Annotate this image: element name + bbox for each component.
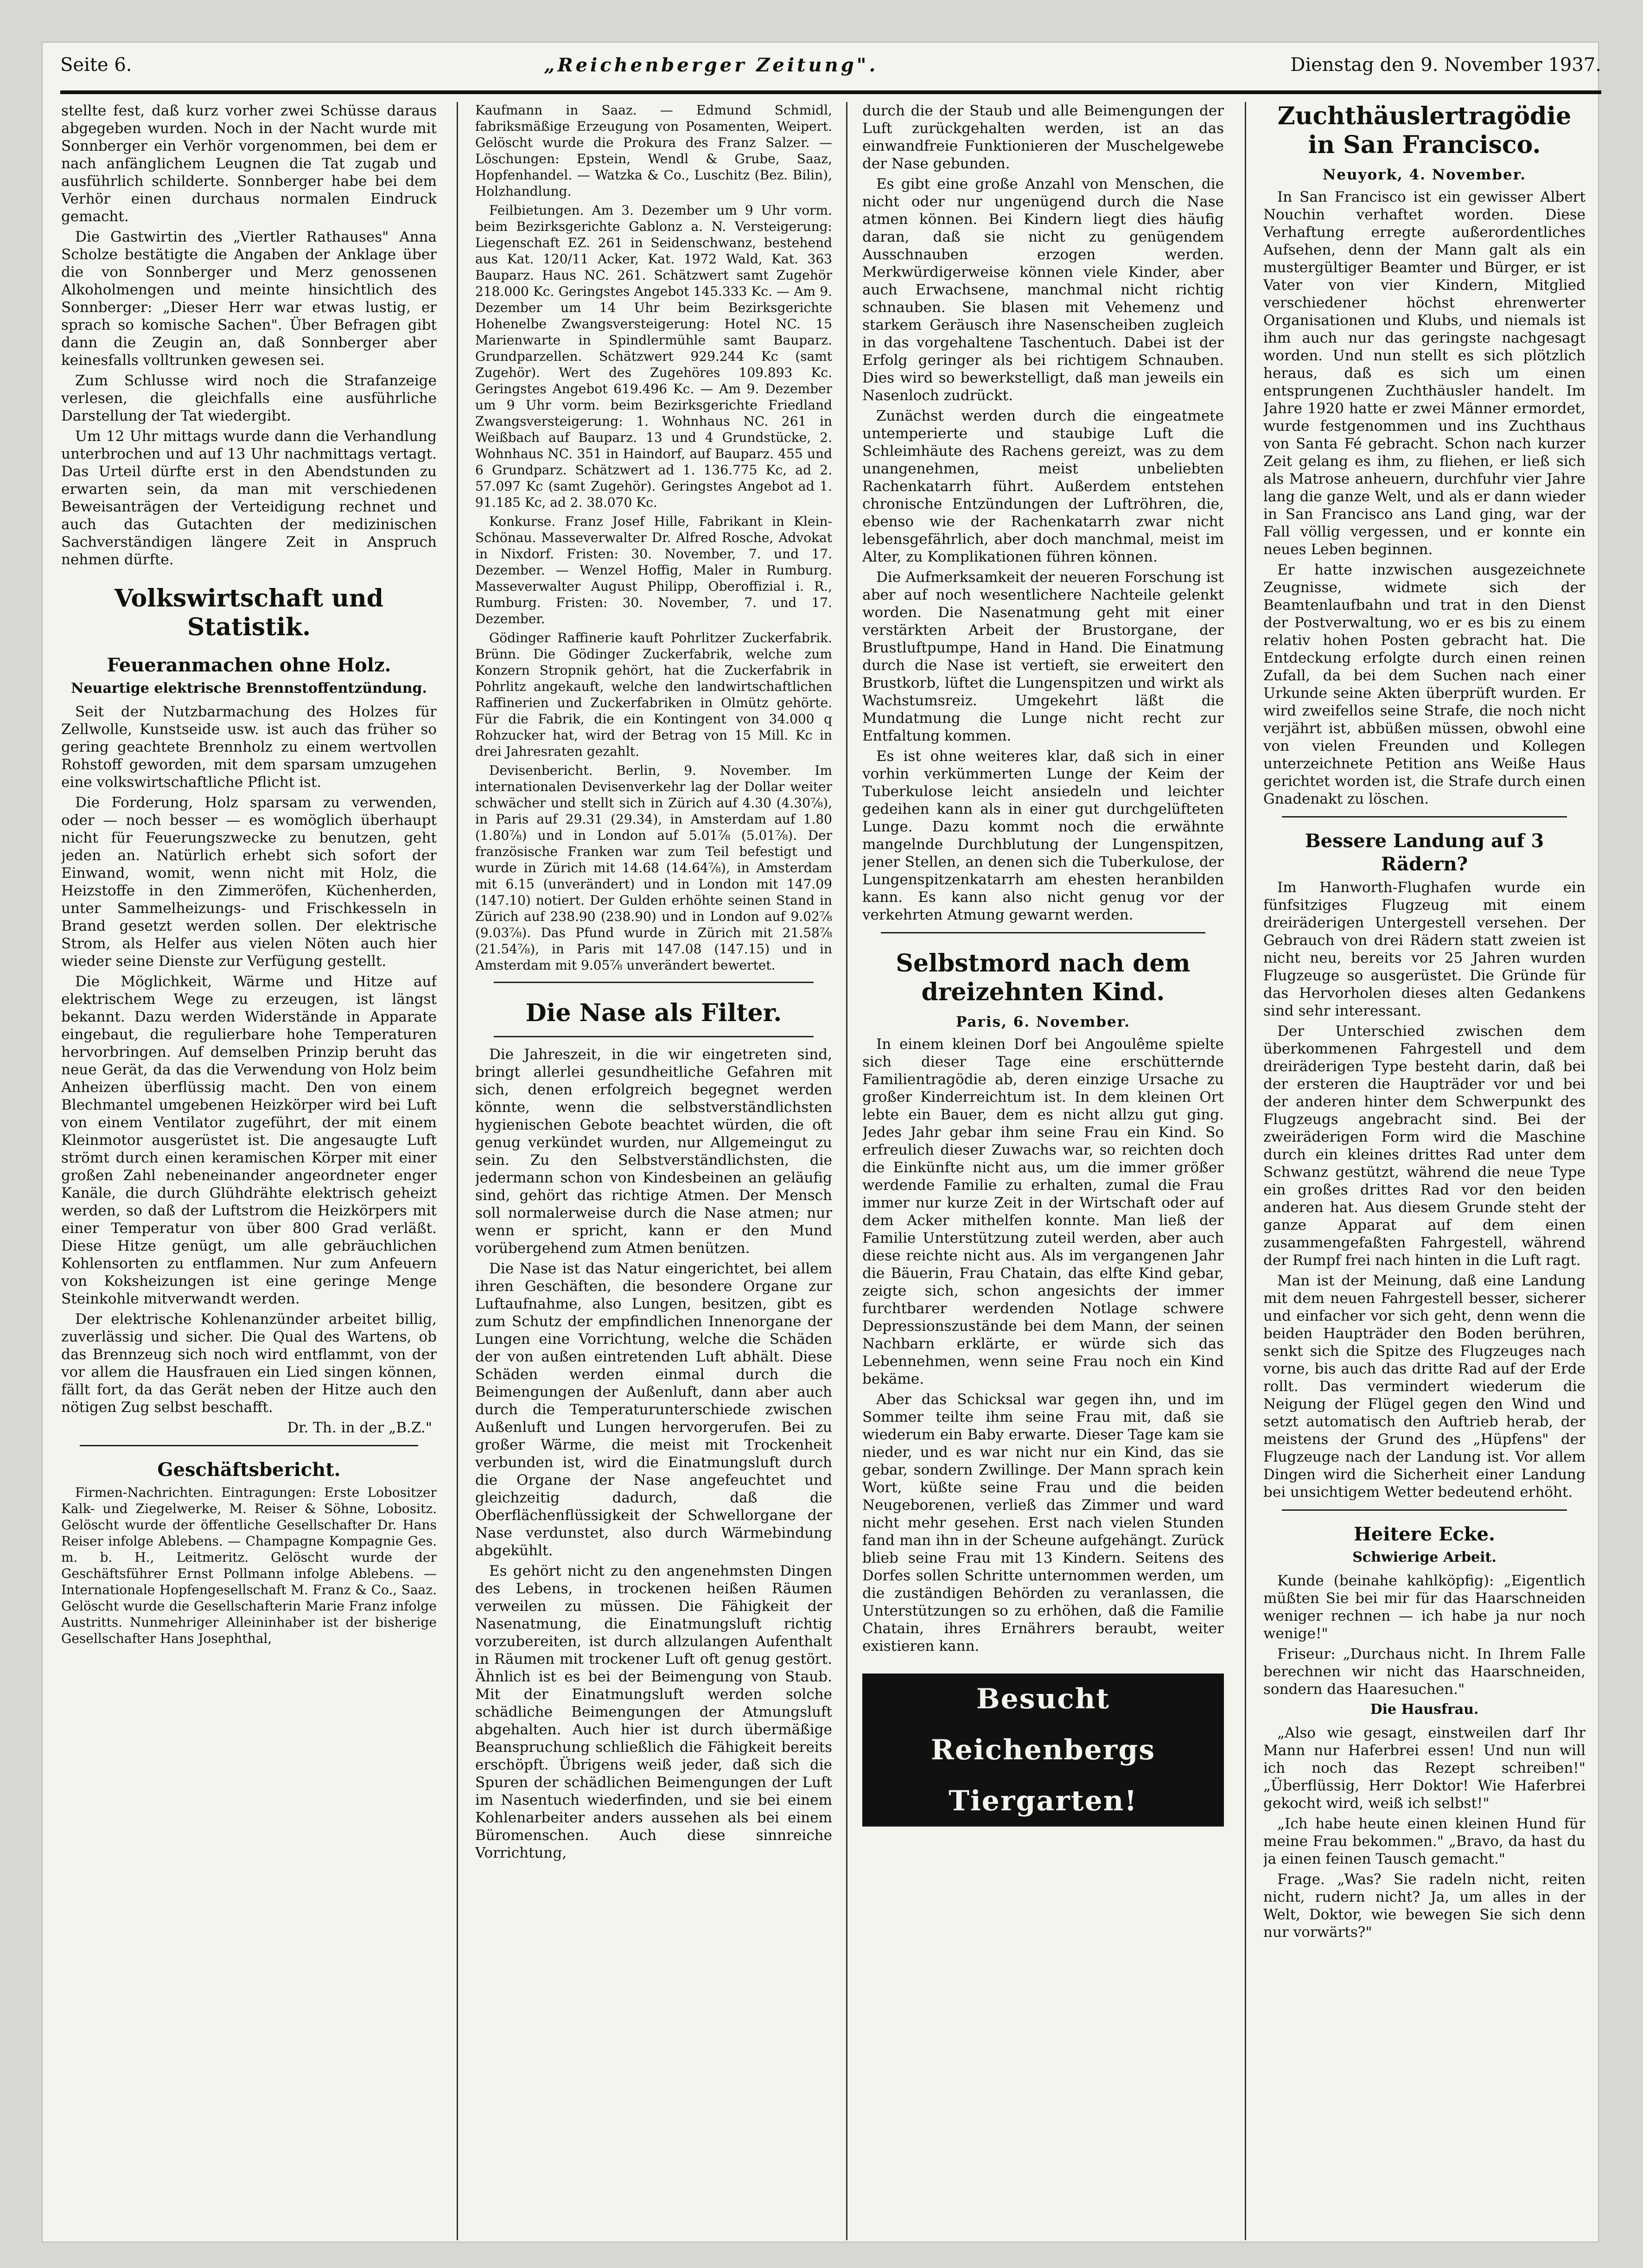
article-paragraph: Die Möglichkeit, Wärme und Hitze auf elektrischem Wege zu erzeugen, ist längst bekannt. Dazu werden Widerstände in Apparate eingebaut, die regulierbare hohe Temperaturen hervorbringen. Auf demselben Prinzip beruht das neue Gerät, da das die Verwendung von Holz beim Anheizen überflüssig macht. Den von einem Blechmantel umgebenen Heizkörper wird bei Luft von einem Ventilator zugeführt, der mit einem Kleinmotor ausgerüstet ist. Die angesaugte Luft strömt durch einen keramischen Körper mit einer großen Zahl nebeneinander angeordneter enger Kanäle, die durch Glühdrähte elektrisch geheizt werden, so daß der Luftstrom die Heizkörpers mit einer Temperatur von über 800 Grad verläßt. Diese Hitze genügt, um alle gebräuchlichen Kohlensorten zu entflammen. Nur zum Anfeuern von Koksheizungen ist eine geringe Menge Steinkohle mitverwandt werden. xyxy=(61,973,437,1307)
article-paragraph: Die Forderung, Holz sparsam zu verwenden, oder — noch besser — es womöglich überhaupt nicht für Feuerungszwecke zu benutzen, geht jeden an. Natürlich erhebt sich sofort der Einwand, womit, wenn nicht mit Holz, die Heizstoffe in den Zimmeröfen, Küchenherden, unter Sammelheizungs- und Frischkesseln in Brand gesetzt werden sollen. Der elektrische Strom, als Helfer aus vielen Nöten auch hier wieder seine Dienste zur Verfügung gestellt. xyxy=(61,794,437,970)
section-heading-heitere-ecke: Heitere Ecke. xyxy=(1354,1523,1495,1545)
article-paragraph: Seit der Nutzbarmachung des Holzes für Zellwolle, Kunstseide usw. ist auch das früher so gering geachtete Brennholz zu einem wertvollen Rohstoff geworden, mit dem sparsam umzugehen eine volkswirtschaftliche Pflicht ist. xyxy=(61,703,437,791)
article-dateline: Neuyork, 4. November. xyxy=(1322,166,1527,183)
article-paragraph: Um 12 Uhr mittags wurde dann die Verhandlung unterbrochen und auf 13 Uhr nachmittags vertagt. Das Urteil dürfte erst in den Abendstunden zu erwarten sein, da man mit verschiedenen Beweisanträgen der Verteidigung rechnet und auch das Gutachten der medizinischen Sachverständigen längere Zeit in Anspruch nehmen dürfte. xyxy=(61,428,437,568)
article-paragraph: Gödinger Raffinerie kauft Pohrlitzer Zuckerfabrik. Brünn. Die Gödinger Zuckerfabrik, welche zum Konzern Stropnik gehört, hat die Zuckerfabrik in Pohrlitz angekauft, welche den landwirtschaftlichen Raffinerien und Zuckerfabriken in Olmütz gehörte. Für die Fabrik, die ein Kontingent von 34.000 q Rohzucker hat, wird der Betrag von 15 Mill. Kc in drei Jahresraten gezahlt. xyxy=(475,630,832,759)
joke-title: Schwierige Arbeit. xyxy=(1352,1549,1497,1565)
masthead-title: „Reichenberger Zeitung". xyxy=(544,54,879,76)
article-dateline: Paris, 6. November. xyxy=(955,1014,1131,1030)
article-paragraph: Es ist ohne weiteres klar, daß sich in einer vorhin verkümmerten Lunge der Keim der Tuberkulose leicht ansiedeln und leichter gedeihen kann als in einer gut durchgelüfteten Lunge. Dazu kommt noch die erwähnte mangelnde Durchblutung der Lungenspitzen, jener Stellen, an denen sich die Tuberkulose, der Lungenspitzenkatarrh am ehesten heranbilden kann. Es kann also nicht genug vor der verkehrten Atmung gewarnt werden. xyxy=(862,748,1224,923)
article-headline-selbstmord: Selbstmord nach dem dreizehnten Kind. xyxy=(896,949,1191,1006)
article-paragraph: Der elektrische Kohlenanzünder arbeitet billig, zuverlässig und sicher. Die Qual des Wartens, ob das Brennzeug sich noch wird entflammt, von der vor allem die Hausfrauen ein Lied singen können, fällt fort, da das Gerät neben der Hitze auch den nötigen Zug selbst beschafft. xyxy=(61,1311,437,1416)
article-paragraph: Devisenbericht. Berlin, 9. November. Im internationalen Devisenverkehr lag der Dollar weiter schwächer und stellt sich in Zürich auf 4.30 (4.30⅞), in Paris auf 29.31 (29.34), in Amsterdam auf 1.80 (1.80⅞) und in London auf 5.01⅞ (5.01⅞). Der französische Franken war zum Teil befestigt und wurde in Zürich mit 14.68 (14.64⅞), in Amsterdam mit 6.15 (unverändert) und in London mit 147.09 (147.10) notiert. Der Gulden erhöhte seinen Stand in Zürich auf 238.90 (238.90) und in London auf 9.02⅞ (9.03⅞). Das Pfund wurde in Zürich mit 21.58⅞ (21.54⅞), in Paris mit 147.08 (147.15) und in Amsterdam mit 9.05⅞ unverändert bewertet. xyxy=(475,763,832,973)
advertisement-banner: Besucht Reichenbergs Tiergarten! xyxy=(862,1674,1224,1827)
issue-date: Dienstag den 9. November 1937. xyxy=(1290,54,1601,76)
article-paragraph: Der Unterschied zwischen dem überkommenen Fahrgestell und dem dreiräderigen Type besteht darin, daß bei der ersteren die Haupträder vor und bei der anderen hinter dem Schwerpunkt des Flugzeugs angebracht sind. Bei der zweiräderigen Form wird die Maschine durch ein kleines drittes Rad unter dem Schwanz gestützt, während die neue Type ein großes drittes Rad vor den beiden anderen hat. Aus diesem Grunde steht der ganze Apparat auf dem einen zusammengefaßten Fahrgestell, während der Rumpf frei nach hinten in die Luft ragt. xyxy=(1263,1023,1586,1269)
joke-text: „Also wie gesagt, einstweilen darf Ihr Mann nur Haferbrei essen! Und nun will ich noch das Rezept schreiben!" „Überflüssig, Herr Doktor! Wie Haferbrei gekocht wird, weiß ich selbst!" xyxy=(1263,1725,1586,1812)
page-number: Seite 6. xyxy=(60,54,132,76)
section-heading-geschaeftsbericht: Geschäftsbericht. xyxy=(157,1459,341,1481)
separator xyxy=(881,932,1205,933)
article-paragraph: Die Gastwirtin des „Viertler Rathauses" Anna Scholze bestätigte die Angaben der Anklage über die von Sonnberger und Merz genossenen Alkoholmengen und meinte hinsichtlich des Sonnberger: „Dieser Herr war etwas lustig, er sprach so komische Sachen". Über Befragen gibt dann die Zeugin an, daß Sonnberger aber keinesfalls volltrunken gewesen sei. xyxy=(61,229,437,369)
article-paragraph: Es gibt eine große Anzahl von Menschen, die nicht oder nur ungenügend durch die Nase atmen können. Bei Kindern liegt dies häufig daran, daß sie nicht zu genügendem Ausschnauben erzogen werden. Merkwürdigerweise können viele Kinder, aber auch Erwachsene, manchmal nicht richtig schnauben. Sie blasen mit Vehemenz und starkem Geräusch ihre Nasenscheiben zugleich in das vorgehaltene Taschentuch. Dabei ist der Erfolg geringer als bei richtigem Schnauben. Dies wird so bewerkstelligt, daß man jeweils ein Nasenloch zudrückt. xyxy=(862,176,1224,404)
article-paragraph: Es gehört nicht zu den angenehmsten Dingen des Lebens, in trockenen heißen Räumen verweilen zu müssen. Die Fähigkeit der Nasenatmung, die Einatmungsluft richtig vorzubereiten, ist durch allzulangen Aufenthalt in Räumen mit trockener Luft oft genug gestört. Ähnlich ist es bei der Beimengung von Staub. Mit der Einatmungsluft werden solche schädliche Beimengungen der Atmungsluft abgehalten. Auch hier ist durch übermäßige Beanspruchung schließlich die Fähigkeit bereits erschöpft. Übrigens weiß jeder, daß sich die Spuren der schädlichen Beimengungen der Luft im Nasentuch wiederfinden, und sie bei einem Kohlenarbeiter anders aussehen als bei einem Büromenschen. Auch diese sinnreiche Vorrichtung, xyxy=(475,1563,832,1861)
article-paragraph: Zum Schlusse wird noch die Strafanzeige verlesen, die gleichfalls eine ausführliche Darstellung der Tat wiedergibt. xyxy=(61,372,437,424)
article-paragraph: Die Nase ist das Natur eingerichtet, bei allem ihren Geschäften, die besondere Organe zur Luftaufnahme, also Lungen, besitzen, gibt es zum Schutz der empfindlichen Innenorgane der Lungen eine Vorrichtung, welche die Schäden der von außen eintretenden Luft abhält. Diese Schäden werden einmal durch die Beimengungen der Außenluft, dann aber auch durch die Temperaturunterschiede zwischen Außenluft und Lungen hervorgerufen. Bei zu großer Wärme, die meist mit Trockenheit verbunden ist, wird die Einatmungsluft durch die Organe der Nase angefeuchtet und gleichzeitig dadurch, daß die Oberflächenflüssigkeit der Schwellorgane der Nase verdunstet, also durch Wärmebindung abgekühlt. xyxy=(475,1260,832,1559)
article-paragraph: Die Aufmerksamkeit der neueren Forschung ist aber auf noch wesentlichere Nachteile gelenkt worden. Die Nasenatmung geht mit einer verstärkten Arbeit der Brustorgane, der Brustluftpumpe, Hand in Hand. Die Einatmung durch die Nase ist vertieft, sie erweitert den Brustkorb, lüftet die Lungenspitzen und wirkt als Wachstumsreiz. Umgekehrt läßt die Mundatmung die Lunge nicht recht zur Entfaltung kommen. xyxy=(862,569,1224,744)
section-heading-volkswirtschaft: Volkswirtschaft und Statistik. xyxy=(114,584,384,641)
column-divider xyxy=(457,102,458,2240)
article-paragraph: Zunächst werden durch die eingeatmete untemperierte und staubige Luft die Schleimhäute des Rachens gereizt, was zu dem unangenehmen, meist unbeliebten Rachenkatarrh führt. Außerdem entstehen chronische Entzündungen der Luftröhren, die, ebenso wie der Rachenkatarrh zwar nicht lebensgefährlich, aber doch manchmal, meist im Alter, zu Komplikationen führen können. xyxy=(862,408,1224,565)
article-headline-zuchthaeusler: Zuchthäuslertragödie in San Francisco. xyxy=(1277,102,1572,159)
separator xyxy=(80,1445,418,1446)
joke-text: „Ich habe heute einen kleinen Hund für meine Frau bekommen." „Bravo, da hast du ja einen feinen Tausch gemacht." xyxy=(1263,1815,1586,1867)
joke-text: Kunde (beinahe kahlköpfig): „Eigentlich müßten Sie bei mir für das Haarschneiden weniger rechnen — ich habe ja nur noch wenige!" xyxy=(1263,1572,1586,1642)
article-paragraph: stellte fest, daß kurz vorher zwei Schüsse daraus abgegeben wurden. Noch in der Nacht wurde mit Sonnberger ein Verhör vorgenommen, bei dem er nach anfänglichem Leugnen die Tat zugab und ausführlich schilderte. Sonnberger habe bei dem Verhör einen durchaus normalen Eindruck gemacht. xyxy=(61,102,437,225)
separator xyxy=(494,982,814,983)
article-paragraph: Feilbietungen. Am 3. Dezember um 9 Uhr vorm. beim Bezirksgerichte Gablonz a. N. Versteigerung: Liegenschaft EZ. 261 in Seidenschwanz, bestehend aus Kat. 120/11 Acker, Kat. 1972 Wald, Kat. 363 Bauparz. Haus NC. 261. Schätzwert samt Zugehör 218.000 Kc. Geringstes Angebot 145.333 Kc. — Am 9. Dezember um 14 Uhr beim Bezirksgerichte Hohenelbe Zwangsversteigerung: Hotel NC. 15 Marienwarte in Spindlermühle samt Bauparz. Grundparzellen. Schätzwert 929.244 Kc (samt Zugehör). Wert des Zugehöres 109.893 Kc. Geringstes Angebot 619.496 Kc. — Am 9. Dezember um 9 Uhr vorm. beim Bezirksgerichte Friedland Zwangsversteigerung: 1. Wohnhaus NC. 261 in Weißbach auf Bauparz. 13 und 4 Grundstücke, 2. Wohnhaus NC. 351 in Haindorf, auf Bauparz. 455 und 6 Grundparz. Schätzwert ad 1. 136.775 Kc, ad 2. 57.097 Kc (samt Zugehör). Geringstes Angebot ad 1. 91.185 Kc, ad 2. 38.070 Kc. xyxy=(475,203,832,510)
column-divider xyxy=(846,102,847,2240)
article-subheadline: Neuartige elektrische Brennstoffentzündung. xyxy=(71,680,427,696)
article-paragraph: Man ist der Meinung, daß eine Landung mit dem neuen Fahrgestell besser, sicherer und einfacher vor sich geht, denn wenn die beiden Haupträder den Boden berühren, senkt sich die Spitze des Flugzeuges nach vorne, bis auch das dritte Rad auf der Erde rollt. Das vermindert wiederum die Neigung der Flügel gegen den Wind und setzt automatisch den Auftrieb herab, der meistens der Grund des „Hüpfens" der Flugzeuge nach der Landung ist. Vor allem Dingen wird die Sicherheit einer Landung bei unsichtigem Wetter bedeutend erhöht. xyxy=(1263,1272,1586,1501)
article-paragraph: In San Francisco ist ein gewisser Albert Nouchin verhaftet worden. Diese Verhaftung erregte außerordentliches Aufsehen, denn der Mann galt als ein mustergültiger Beamter und Bürger, er ist Vater von vier Kindern, Mitglied verschiedener höchst ehrenwerter Organisationen und Klubs, und niemals ist ihm auch nur das geringste nachgesagt worden. Und nun stellt es sich plötzlich heraus, daß es sich um einen entsprungenen Zuchthäusler handelt. Im Jahre 1920 hatte er zwei Männer ermordet, wurde festgenommen und ins Zuchthaus von Santa Fé gebracht. Schon nach kurzer Zeit gelang es ihm, zu fliehen, er ließ sich als Matrose anheuern, durchfuhr vier Jahre lang die ganze Welt, und als er dann wieder in San Francisco ans Land ging, war der Fall völlig vergessen, und er konnte ein neues Leben beginnen. xyxy=(1263,189,1586,558)
article-paragraph: Kaufmann in Saaz. — Edmund Schmidl, fabriksmäßige Erzeugung von Posamenten, Weipert. Gelöscht wurde die Prokura des Franz Salzer. — Löschungen: Epstein, Wendl & Grube, Saaz, Hopfenhandel. — Watzka & Co., Luschitz (Bez. Bilin), Holzhandlung. xyxy=(475,102,832,199)
column-2 xyxy=(475,102,832,2240)
joke-text: Friseur: „Durchaus nicht. In Ihrem Falle berechnen wir nicht das Haarschneiden, sondern das Haaresuchen." xyxy=(1263,1646,1586,1698)
article-paragraph: Konkurse. Franz Josef Hille, Fabrikant in Klein-Schönau. Masseverwalter Dr. Alfred Rosche, Advokat in Nixdorf. Fristen: 30. November, 7. und 17. Dezember. — Wenzel Hoffig, Maler in Rumburg. Masseverwalter August Philipp, Oberoffizial i. R., Rumburg. Fristen: 30. November, 7. und 17. Dezember. xyxy=(475,514,832,626)
column-3 xyxy=(862,102,1224,2240)
column-4 xyxy=(1263,102,1586,2240)
article-headline-feuer: Feueranmachen ohne Holz. xyxy=(107,654,391,676)
article-paragraph: durch die der Staub und alle Beimengungen der Luft zurückgehalten werden, ist an das einwandfreie Funktionieren der Muschelgewebe der Nase gebunden. xyxy=(862,102,1224,172)
separator xyxy=(1282,1509,1567,1511)
article-headline-nase: Die Nase als Filter. xyxy=(525,999,782,1027)
header-rule xyxy=(60,90,1601,94)
article-signature: Dr. Th. in der „B.Z." xyxy=(287,1419,432,1436)
article-paragraph: In einem kleinen Dorf bei Angoulême spielte sich dieser Tage eine erschütternde Familientragödie ab, deren einzige Ursache zu großer Kinderreichtum ist. In dem kleinen Ort lebte ein Bauer, dem es nicht allzu gut ging. Jedes Jahr gebar ihm seine Frau ein Kind. So erfreulich dieser Zuwachs war, so reichten doch die Einkünfte nicht aus, um die immer größer werdende Familie zu erhalten, zumal die Frau immer nur kurze Zeit in der Wirtschaft oder auf dem Acker mithelfen konnte. Man ließ der Familie Unterstützung zuteil werden, aber auch diese reichte nicht aus. Als im vergangenen Jahr die Bäuerin, Frau Chatain, das elfte Kind gebar, zeigte sich, schon angesichts der immer furchtbarer werdenden Notlage schwere Depressionszustände bei dem Mann, der seinen Nachbarn erklärte, er würde sich das Lebennehmen, wenn seine Frau noch ein Kind bekäme. xyxy=(862,1036,1224,1387)
column-1 xyxy=(61,102,437,2240)
joke-text: Frage. „Was? Sie radeln nicht, reiten nicht, rudern nicht? Ja, um alles in der Welt, Doktor, wie bewegen Sie sich denn nur vorwärts?" xyxy=(1263,1871,1586,1941)
separator xyxy=(494,1036,814,1037)
separator xyxy=(1282,816,1567,818)
joke-title: Die Hausfrau. xyxy=(1370,1701,1479,1718)
article-paragraph: Im Hanworth-Flughafen wurde ein fünfsitziges Flugzeug mit einem dreiräderigen Untergestell versehen. Der Gebrauch von drei Rädern statt zweien ist nicht neu, bereits vor 25 Jahren wurden Flugzeuge so ausgerüstet. Die Gründe für das Hervorholen dieses alten Gedankens sind sehr interessant. xyxy=(1263,879,1586,1019)
article-paragraph: Er hatte inzwischen ausgezeichnete Zeugnisse, widmete sich der Beamtenlaufbahn und trat in den Dienst der Postverwaltung, wo er es bis zu einem relativ hohen Posten gebracht hat. Die Entdeckung erfolgte durch einen reinen Zufall, da bei dem Suchen nach einer Urkunde seine Akten überprüft wurden. Er wird zweifellos seine Strafe, die noch nicht verjährt ist, abbüßen müssen, obwohl eine von vielen Freunden und Kollegen unterzeichnete Petition ans Weiße Haus gerichtet worden ist, die Strafe durch einen Gnadenakt zu löschen. xyxy=(1263,562,1586,807)
article-paragraph: Firmen-Nachrichten. Eintragungen: Erste Lobositzer Kalk- und Ziegelwerke, M. Reiser & Söhne, Lobositz. Gelöscht wurde der öffentliche Gesellschafter Dr. Hans Reiser infolge Ablebens. — Champagne Kompagnie Ges. m. b. H., Leitmeritz. Gelöscht wurde der Geschäftsführer Ernst Pollmann infolge Ablebens. — Internationale Hopfengesellschaft M. Franz & Co., Saaz. Gelöscht wurde die Gesellschafterin Marie Franz infolge Austritts. Nunmehriger Alleininhaber ist der bisherige Gesellschafter Hans Josephthal, xyxy=(61,1485,437,1646)
article-paragraph: Die Jahreszeit, in die wir eingetreten sind, bringt allerlei gesundheitliche Gefahren mit sich, denen erfolgreich begegnet werden könnte, wenn die selbstverständlichsten hygienischen Gebote beachtet würden, die oft genug verkündet wurden, nur Allgemeingut zu sein. Zu den Selbstverständlichsten, die jedermann schon von Kindesbeinen an geläufig sind, gehört das richtige Atmen. Der Mensch soll normalerweise durch die Nase atmen; nur wenn er spricht, kann er den Mund vorübergehend zum Atmen benützen. xyxy=(475,1046,832,1257)
page-header xyxy=(60,46,1601,83)
article-paragraph: Aber das Schicksal war gegen ihn, und im Sommer teilte ihm seine Frau mit, daß sie wiederum ein Baby erwarte. Dieser Tage kam sie nieder, und es war nicht nur ein Kind, das sie gebar, sondern Zwillinge. Der Mann sprach kein Wort, küßte seine Frau und die beiden Neugeborenen, verließ das Zimmer und ward nicht mehr gesehen. Erst nach vielen Stunden fand man ihn in der Scheune aufgehängt. Zurück blieb seine Frau mit 13 Kindern. Seitens des Dorfes sollen Schritte unternommen werden, um die zuständigen Behörden zu veranlassen, die Unterstützungen so zu erhöhen, daß die Familie Chatain, ihres Ernährers beraubt, weiter existieren kann. xyxy=(862,1391,1224,1655)
article-headline-landung: Bessere Landung auf 3 Rädern? xyxy=(1305,830,1544,875)
column-divider xyxy=(1245,102,1246,2240)
